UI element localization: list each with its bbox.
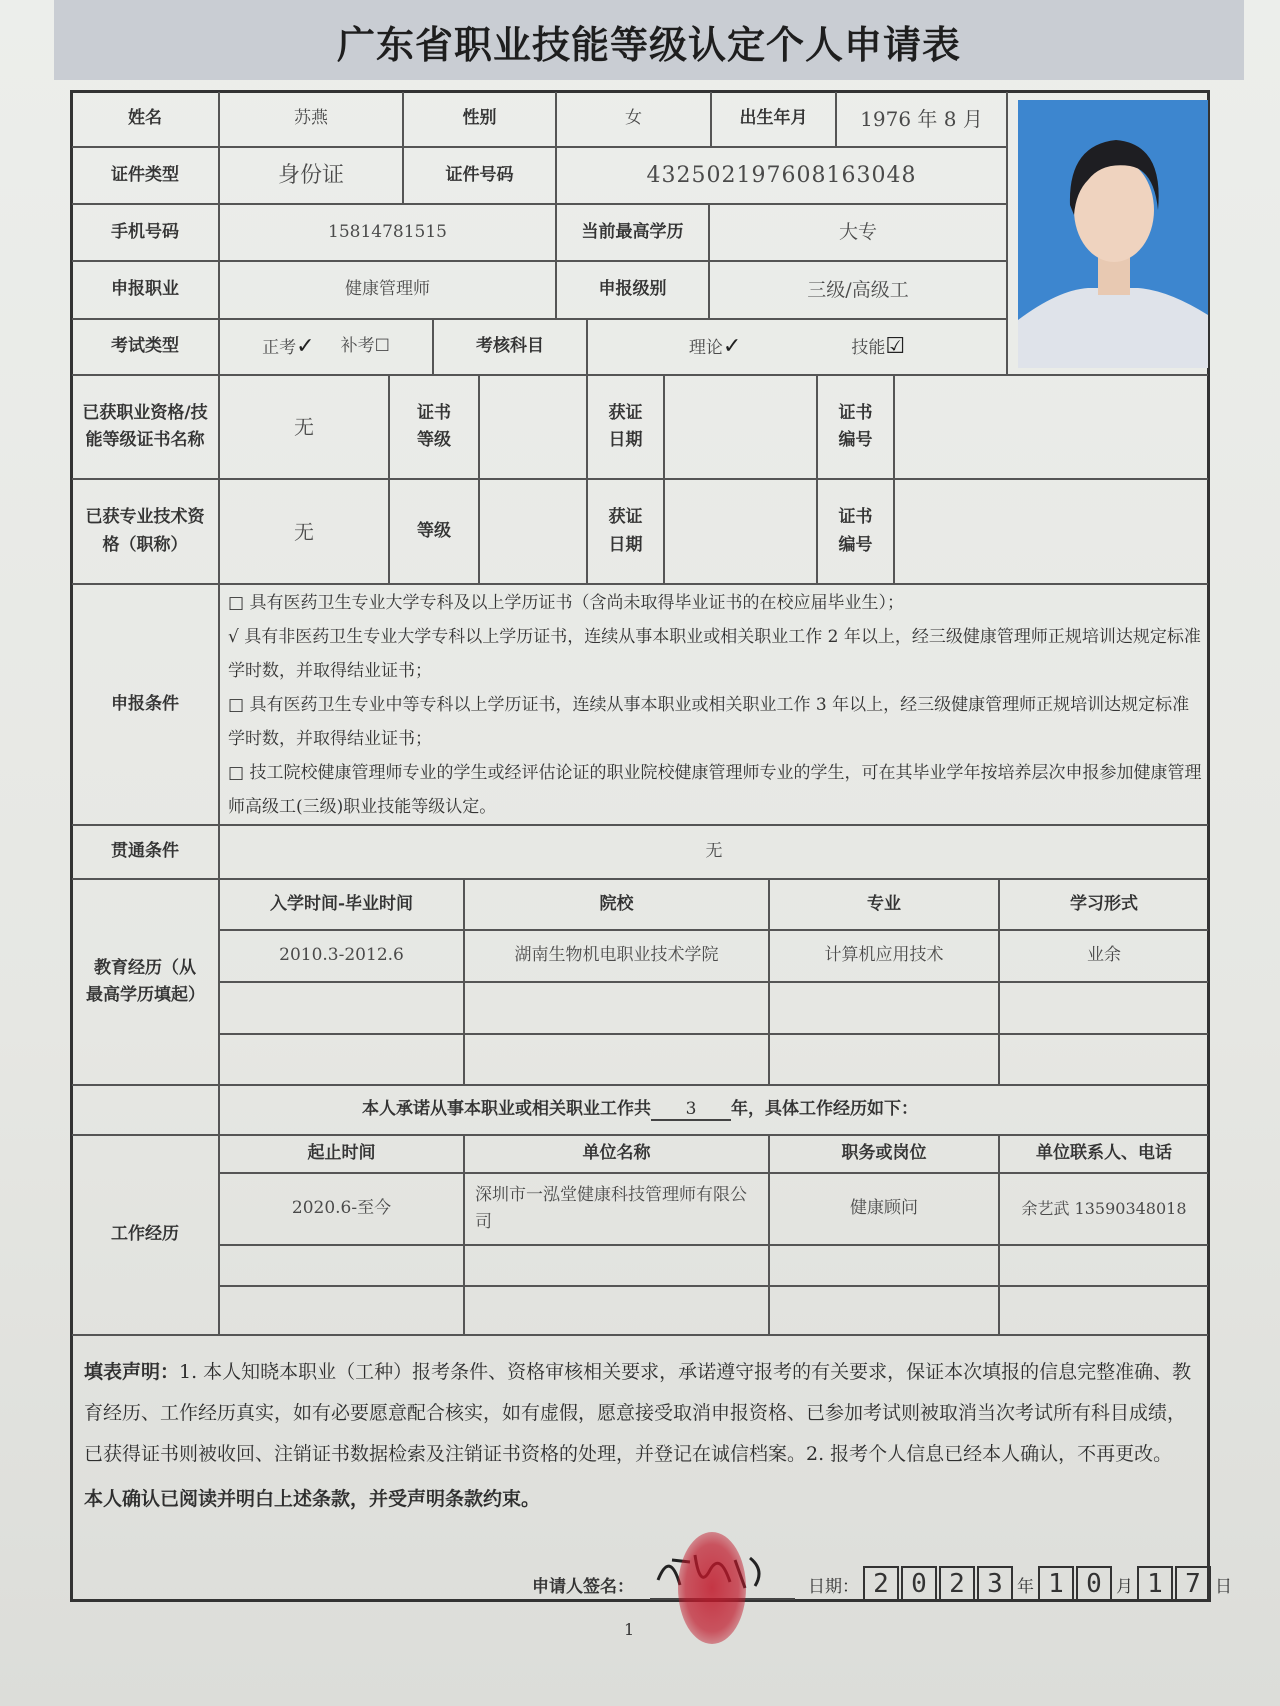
date-year <box>863 1566 1013 1602</box>
edu-history-label: 教育经历（从最高学历填起） <box>86 957 205 1005</box>
through-label: 贯通条件 <box>111 841 179 862</box>
year-digit: 3 <box>977 1566 1013 1602</box>
edu-header-major: 专业 <box>867 893 901 914</box>
exam-subject-label: 考核科目 <box>476 336 544 357</box>
condition-item: □ 具有医药卫生专业中等专科以上学历证书，连续从事本职业或相关职业工作 3 年以上，经三级健康管理师正规培训达规定标准学时数，并取得结业证书； <box>228 695 1190 749</box>
check-mark-icon: ✓ <box>722 334 742 360</box>
exam-type-options <box>220 320 432 374</box>
year-unit: 年 <box>1017 1576 1034 1597</box>
declaration-lead: 填表声明： <box>84 1361 180 1383</box>
exam-type-label: 考试类型 <box>111 336 179 357</box>
work-contact: 余艺武 13590348018 <box>1021 1199 1187 1219</box>
check-mark-icon: ✓ <box>296 334 315 360</box>
work-header-position: 职务或岗位 <box>841 1143 927 1164</box>
occupation-label: 申报职业 <box>111 279 179 300</box>
year-digit: 2 <box>939 1566 975 1602</box>
work-period: 2020.6-至今 <box>291 1198 392 1219</box>
date-month <box>1038 1566 1112 1602</box>
phone-label: 手机号码 <box>111 221 179 242</box>
edu-school: 湖南生物机电职业技术学院 <box>514 945 719 966</box>
work-history-label: 工作经历 <box>111 1224 179 1245</box>
work-employer: 深圳市一泓堂健康科技管理师有限公司 <box>475 1184 747 1232</box>
prof-grade-label: 等级 <box>417 520 451 541</box>
work-header-employer: 单位名称 <box>582 1143 651 1164</box>
id-no-label: 证件号码 <box>445 164 514 185</box>
year-digit: 0 <box>901 1566 937 1602</box>
form-title: 广东省职业技能等级认定个人申请表 <box>336 22 961 67</box>
month-unit: 月 <box>1116 1576 1133 1597</box>
occupation-value: 健康管理师 <box>345 279 430 300</box>
checkbox-icon: ☐ <box>374 336 390 357</box>
condition-item: □ 技工院校健康管理师专业的学生或经评估论证的职业院校健康管理师专业的学生，可在其毕业学年按培养层次申报参加健康管理师高级工(三级)职业技能等级认定。 <box>228 763 1202 817</box>
prof-title-value: 无 <box>294 519 314 544</box>
edu-header-period: 入学时间-毕业时间 <box>269 893 414 914</box>
edu-mode: 业余 <box>1087 945 1121 966</box>
birth-value: 1976 年 8 月 <box>860 107 983 131</box>
subject-theory-option: 理论✓ <box>688 334 742 360</box>
signature-label: 申请人签名： <box>532 1577 634 1597</box>
prof-date-label: 获证日期 <box>608 507 643 555</box>
day-unit: 日 <box>1215 1576 1232 1597</box>
gender-value: 女 <box>625 108 642 129</box>
declaration-confirm: 本人确认已阅读并明白上述条款，并受声明条款约束。 <box>84 1488 541 1510</box>
conditions-label: 申报条件 <box>111 693 179 714</box>
education-label: 当前最高学历 <box>581 221 684 242</box>
work-position: 健康顾问 <box>850 1198 918 1219</box>
name-label: 姓名 <box>128 108 162 129</box>
qual-cert-label: 已获职业资格/技能等级证书名称 <box>82 402 208 450</box>
day-digit: 7 <box>1175 1566 1211 1602</box>
birth-label: 出生年月 <box>739 108 808 129</box>
commitment-years: 3 <box>651 1099 731 1121</box>
day-digit: 1 <box>1137 1566 1173 1602</box>
prof-cert-no-label: 证书编号 <box>838 507 873 555</box>
level-value: 三级/高级工 <box>807 278 909 301</box>
edu-major: 计算机应用技术 <box>824 945 944 966</box>
cert-grade-label: 证书等级 <box>417 402 451 450</box>
date-label: 日期： <box>808 1576 859 1597</box>
edu-header-mode: 学习形式 <box>1070 893 1138 914</box>
work-commitment: 本人承诺从事本职业或相关职业工作共 3 年，具体工作经历如下： <box>362 1098 918 1120</box>
month-digit: 1 <box>1038 1566 1074 1602</box>
date-row <box>808 1566 1232 1602</box>
check-mark-icon: ☑ <box>885 334 906 360</box>
id-type-label: 证件类型 <box>111 164 179 185</box>
id-no-value: 432502197608163048 <box>646 162 917 188</box>
edu-period: 2010.3-2012.6 <box>279 945 404 966</box>
cert-no-label: 证书编号 <box>838 402 873 450</box>
applicant-photo <box>1018 100 1208 368</box>
date-day <box>1137 1566 1211 1602</box>
condition-item: √ 具有非医药卫生专业大学专科以上学历证书，连续从事本职业或相关职业工作 2 年以上，经三级健康管理师正规培训达规定标准学时数，并取得结业证书； <box>228 627 1201 681</box>
gender-label: 性别 <box>462 108 497 129</box>
cert-date-label: 获证日期 <box>608 402 643 450</box>
edu-header-school: 院校 <box>599 893 634 914</box>
declaration-text: 1. 本人知晓本职业（工种）报考条件、资格审核相关要求，承诺遵守报考的有关要求，保证本次填报的信息完整准确、教育经历、工作经历真实，如有必要愿意配合核实，如有虚假，愿意接受取消申报资格、已参加考试则被取消当次考试所有科目成绩，已获得证书则被收回、注销证书数据检索及注销证书资格的处理，并登记在诚信档案。2. 报考个人信息已经本人确认，不再更改。 <box>84 1361 1192 1465</box>
prof-title-label: 已获专业技术资格（职称） <box>85 507 205 555</box>
fingerprint-stamp <box>678 1532 746 1644</box>
qual-cert-value: 无 <box>294 415 314 439</box>
education-value: 大专 <box>838 221 877 244</box>
conditions-list <box>228 586 1203 824</box>
exam-main-option: 正考✓ <box>262 334 315 360</box>
year-digit: 2 <box>863 1566 899 1602</box>
work-header-period: 起止时间 <box>307 1143 376 1164</box>
declaration <box>84 1352 1199 1520</box>
through-value: 无 <box>705 841 723 862</box>
signature-row <box>532 1572 634 1597</box>
level-label: 申报级别 <box>598 279 667 300</box>
month-digit: 0 <box>1076 1566 1112 1602</box>
phone-value: 15814781515 <box>328 221 447 242</box>
subject-skill-option: 技能☑ <box>851 334 906 360</box>
id-type-value: 身份证 <box>277 162 344 188</box>
condition-item: □ 具有医药卫生专业大学专科及以上学历证书（含尚未取得毕业证书的在校应届毕业生）； <box>228 593 904 613</box>
work-header-contact: 单位联系人、电话 <box>1036 1143 1172 1164</box>
exam-subject-options <box>588 320 1006 374</box>
name-value: 苏燕 <box>294 108 328 129</box>
exam-makeup-option: 补考☐ <box>340 336 390 357</box>
page-number: 1 <box>624 1620 635 1639</box>
